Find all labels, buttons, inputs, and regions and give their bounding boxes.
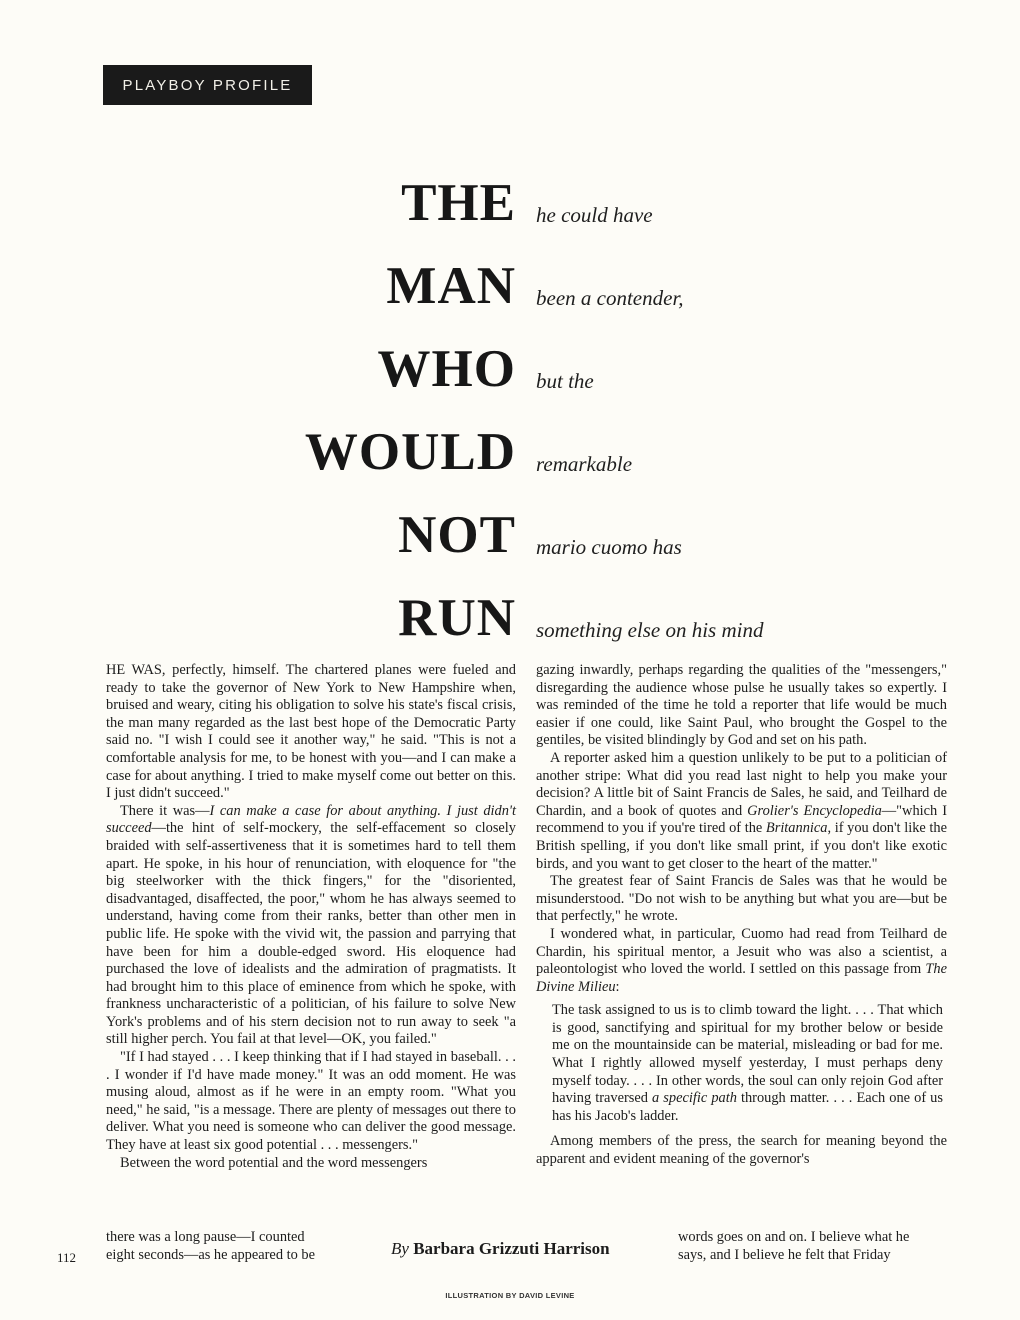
article-paragraph: Among members of the press, the search for meaning beyond the apparent and evident meaning of the governor's [536,1133,947,1168]
article-column-right [536,662,947,1169]
headline-deck: but the [536,369,594,393]
article-column-left [106,662,516,1172]
column-tail-line: there was a long pause—I counted [106,1229,305,1245]
paragraph-text: —"which I recommend to you if you're tired of the [536,802,947,837]
headline-row [0,231,1020,313]
byline-prefix: By [391,1239,409,1258]
section-tag-label: PLAYBOY PROFILE [122,76,293,94]
headline-row [0,563,1020,645]
article-paragraph: Between the word potential and the word messengers [120,1154,428,1171]
headline-row [0,480,1020,562]
headline-word: WHO [377,340,516,398]
headline-row [0,314,1020,396]
article-paragraph [536,750,947,873]
headline-word: RUN [398,589,516,647]
byline [391,1239,610,1259]
column-tail-line: words goes on and on. I believe what he [678,1229,910,1245]
headline-deck: something else on his mind [536,618,764,642]
paragraph-text: A reporter asked him a question unlikely to be put to a politician of another stripe: What did you read last night to help you make your decision? A little bit of Saint Francis de Sales, he said, and Teilhard de Chardin, and a book of quotes and [536,749,947,819]
article-paragraph [106,662,516,803]
paragraph-text: : [615,978,620,995]
headline-row [0,148,1020,230]
headline-row [0,397,1020,479]
article-paragraph: The greatest fear of Saint Francis de Sales was that he would be misunderstood. "Do not wish to be anything but what you are—but be that perfectly," he wrote. [536,873,947,925]
headline-word: WOULD [304,423,516,481]
paragraph-text: —the hint of self-mockery, the self-effacement so closely braided with self-assertiveness that it is sometimes hard to tell them apart. He spoke, in his hour of renunciation, with eloquence for "the big steelworker with the thick fingers," for the "disoriented, disadvantaged, disaffected, the poor," whom he has always seemed to understand, having come from their ranks, better than other men in public life. He spoke with the vivid wit, the passion and parrying that have been for him a double-edged sword. His eloquence had purchased the love of idealists and the admiration of pragmatists. It had brought him to this place of eminence from which he spoke, with frankness uncharacteristic of a politician, of his failure to solve New York's problems and of his stern decision not to run away to seek "a still higher perch. You fail at that level—OK, you failed." [106,820,516,1048]
book-title: The Divine Milieu [536,961,947,995]
book-title: Britannica [765,820,828,837]
block-quote [552,1002,947,1125]
headline-deck: he could have [536,203,653,227]
italic-quote: I can make a case for about anything. I just didn't succeed [106,802,517,837]
paragraph-text: perfectly, himself. The chartered planes were fueled and ready to take the governor of New York to New Hampshire when, bruised and weary, citing his obligation to solve his state's fiscal crisis, the man many regarded as the last best hope of the Democratic Party said no. "I wish I could see it another way," he said. "This is not a comfortable analysis for me, to be honest with you—and I can make a case for about anything. I tried to make myself come out better on this. I just didn't succeed." [106,662,516,802]
quote-text: through matter. . . . Each one of us has his Jacob's ladder. [552,1090,943,1124]
paragraph-text: I wondered what, in particular, Cuomo had read from Teilhard de Chardin, his spiritual mentor, a Jesuit who was also a scientist, a paleontologist who loved the world. I settled on this passage from [536,925,947,978]
paragraph-text: , if you don't like the British spelling, if you don't like small print, if you don't like exotic birds, and you want to get closer to the heart of the matter." [536,820,947,872]
section-tag [103,65,312,105]
article-paragraph: "If I had stayed . . . I keep thinking that if I had stayed in baseball. . . . I wonder if I'd have made money." It was an odd moment. He was musing aloud, almost as if he were in an empty room. "What you need," he said, "is a message. There are plenty of messages out there to deliver. What you need is someone who can deliver the good message. They have at least six good potential . . . messengers." [106,1049,516,1154]
headline-word: THE [401,174,516,232]
article-paragraph: gazing inwardly, perhaps regarding the qualities of the "messengers," disregarding the audience whose pulse he usually takes so expertly. I was reminded of the time he told a reporter that life would be much easier if one could, like Saint Paul, who brought the Gospel to the gentiles, be visited blindingly by God and set on his path. [536,662,947,749]
paragraph-text: There it was— [120,802,210,819]
column-tail-line: eight seconds—as he appeared to be [106,1247,315,1263]
quote-italic: a specific path [652,1090,737,1107]
headline-deck: mario cuomo has [536,535,682,559]
headline-deck: remarkable [536,452,633,476]
headline-deck: been a contender, [536,286,684,310]
article-paragraph [106,803,516,1049]
book-title: Grolier's Encyclopedia [747,802,882,819]
lead-in: HE WAS, [106,662,166,678]
author-name: Barbara Grizzuti Harrison [413,1239,610,1258]
headline-word: MAN [386,257,516,315]
quote-text: The task assigned to us is to climb toward the light. . . . That which is good, sanctifying and spiritual for my brother below or beside me on the mountainside can be material, misleading or bad for me. What I rightly allowed myself yesterday, I must perhaps deny myself today. . . . In other words, the soul can only rejoin God after having traversed [552,1002,943,1107]
headline-word: NOT [398,506,516,564]
page-number: 112 [57,1250,77,1265]
column-tail-line: says, and I believe he felt that Friday [678,1247,891,1263]
article-paragraph [536,926,947,996]
illustration-credit: ILLUSTRATION BY DAVID LEVINE [445,1291,575,1300]
